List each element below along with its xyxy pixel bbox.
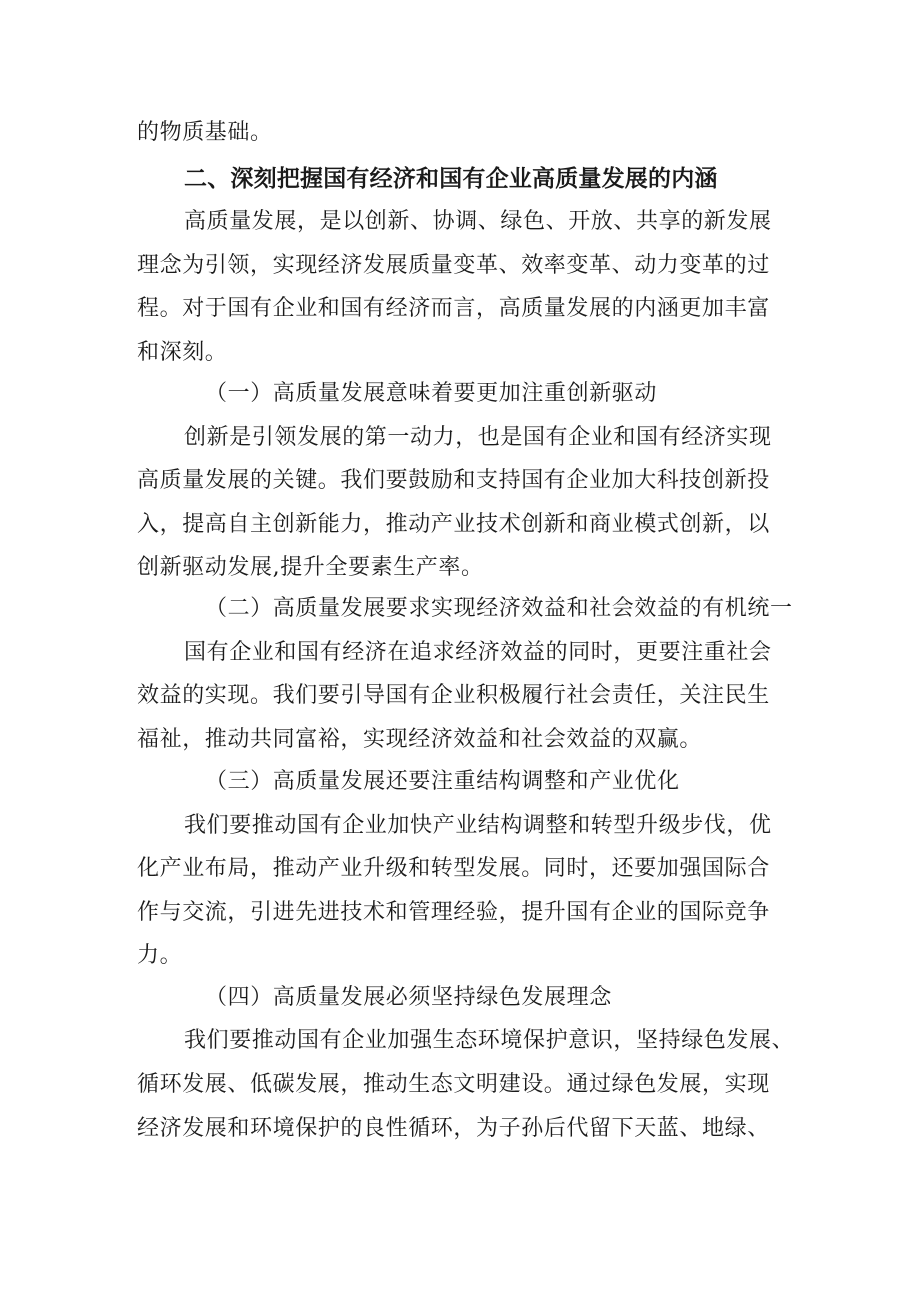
paragraph-line: 效益的实现。我们要引导国有企业积极履行社会责任，关注民生 — [137, 683, 770, 708]
paragraph-line: 我们要推动国有企业加快产业结构调整和转型升级步伐，优 — [184, 813, 772, 838]
paragraph-line: 经济发展和环境保护的良性循环，为子孙后代留下天蓝、地绿、 — [137, 1116, 770, 1141]
paragraph-line: 化产业布局，推动产业升级和转型发展。同时，还要加强国际合 — [137, 856, 770, 881]
subsection-heading: （四）高质量发展必须坚持绿色发展理念 — [205, 985, 612, 1010]
paragraph-line: 福祉，推动共同富裕，实现经济效益和社会效益的双赢。 — [137, 727, 703, 752]
paragraph-line: 高质量发展的关键。我们要鼓励和支持国有企业加大科技创新投 — [137, 468, 770, 493]
subsection-heading: （三）高质量发展还要注重结构调整和产业优化 — [205, 769, 680, 794]
paragraph-line: 高质量发展，是以创新、协调、绿色、开放、共享的新发展 — [184, 209, 772, 234]
section-heading: 二、深刻把握国有经济和国有企业高质量发展的内涵 — [184, 166, 718, 192]
paragraph-line: 创新是引领发展的第一动力，也是国有企业和国有经济实现 — [184, 425, 772, 450]
paragraph-line: 作与交流，引进先进技术和管理经验，提升国有企业的国际竞争 — [137, 900, 770, 925]
paragraph-line: 入，提高自主创新能力，推动产业技术创新和商业模式创新，以 — [137, 512, 770, 537]
paragraph-line: 理念为引领，实现经济发展质量变革、效率变革、动力变革的过 — [137, 253, 770, 278]
paragraph-line: 创新驱动发展,提升全要素生产率。 — [137, 555, 484, 580]
subsection-heading: （二）高质量发展要求实现经济效益和社会效益的有机统一 — [205, 596, 793, 621]
continuation-text: 的物质基础。 — [137, 120, 273, 145]
subsection-heading: （一）高质量发展意味着要更加注重创新驱动 — [205, 381, 658, 406]
paragraph-line: 循环发展、低碳发展，推动生态文明建设。通过绿色发展，实现 — [137, 1072, 770, 1097]
paragraph-line: 和深刻。 — [137, 340, 228, 365]
paragraph-line: 程。对于国有企业和国有经济而言，高质量发展的内涵更加丰富 — [137, 296, 770, 321]
paragraph-line: 国有企业和国有经济在追求经济效益的同时，更要注重社会 — [184, 640, 772, 665]
paragraph-line: 我们要推动国有企业加强生态环境保护意识，坚持绿色发展、 — [184, 1028, 795, 1053]
paragraph-line: 力。 — [137, 943, 183, 968]
